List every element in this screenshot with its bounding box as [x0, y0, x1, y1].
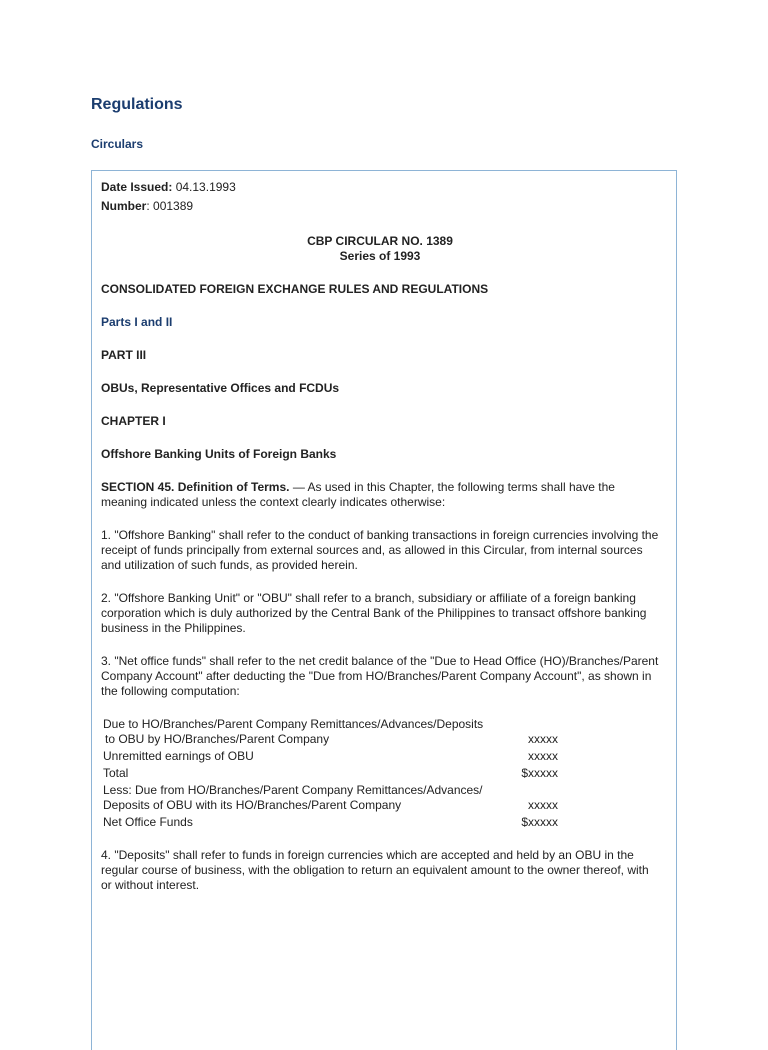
date-issued-row: [101, 180, 659, 199]
computation-row: [103, 764, 558, 781]
document-panel: [91, 170, 677, 1050]
section-45-paragraph: [101, 480, 659, 510]
definition-item: 1. "Offshore Banking" shall refer to the conduct of banking transactions in foreign currencies involving the receipt of funds principally from external sources and, as allowed in this Circular, from internal sources and utilization of such funds, as provided herein.: [101, 528, 659, 572]
net-office-funds-computation: [103, 717, 558, 830]
computation-label: Total: [103, 766, 129, 780]
computation-row: [103, 717, 558, 747]
computation-amount: xxxxx: [528, 749, 558, 763]
circulars-link[interactable]: Circulars: [91, 137, 144, 151]
chapter-title: Offshore Banking Units of Foreign Banks: [101, 447, 337, 461]
parts-i-ii-link[interactable]: Parts I and II: [101, 315, 173, 329]
computation-amount: xxxxx: [528, 732, 558, 746]
computation-row: [103, 747, 558, 764]
computation-label: Unremitted earnings of OBU: [103, 749, 254, 763]
document-body: [101, 180, 659, 893]
date-issued-label: Date Issued:: [101, 180, 173, 194]
definition-item: 3. "Net office funds" shall refer to the net credit balance of the "Due to Head Office (HO)/Branches/Parent Company Account" after deducting the "Due from HO/Branches/Parent Company Account", as shown in the following computation:: [101, 654, 659, 698]
number-label: Number: [101, 199, 147, 213]
definition-item: 4. "Deposits" shall refer to funds in foreign currencies which are accepted and held by an OBU in the regular course of business, with the obligation to return an equivalent amount to the owner thereof, with or without interest.: [101, 848, 649, 892]
document-main-title: CONSOLIDATED FOREIGN EXCHANGE RULES AND REGULATIONS: [101, 282, 489, 296]
circular-number: CBP CIRCULAR NO. 1389: [307, 234, 453, 248]
definition-item: 2. "Offshore Banking Unit" or "OBU" shall refer to a branch, subsidiary or affiliate of a foreign banking corporation which is duly authorized by the Central Bank of the Philippines to transact offshore banking business in the Philippines.: [101, 591, 647, 635]
page-title: Regulations: [91, 96, 183, 113]
part-subtitle: OBUs, Representative Offices and FCDUs: [101, 381, 340, 395]
computation-amount: xxxxx: [528, 798, 558, 812]
section-45-intro: — As used in this Chapter, the following terms shall have the meaning indicated unless the context clearly indicates otherwise:: [101, 480, 615, 509]
computation-label: Net Office Funds: [103, 815, 193, 829]
circular-series: Series of 1993: [339, 249, 421, 263]
chapter-heading: CHAPTER I: [101, 414, 166, 428]
computation-row: [103, 781, 558, 813]
computation-label: Less: Due from HO/Branches/Parent Company Remittances/Advances/ Deposits of OBU with its HO/Branches/Parent Company: [103, 783, 483, 812]
number-row: Number: 001389: [101, 199, 194, 213]
number-value: 001389: [153, 199, 194, 213]
computation-label: Due to HO/Branches/Parent Company Remittances/Advances/Deposits to OBU by HO/Branches/Parent Company: [103, 717, 484, 746]
section-45-heading: SECTION 45. Definition of Terms.: [101, 480, 290, 494]
computation-amount: $xxxxx: [521, 815, 558, 829]
computation-row: [103, 813, 558, 830]
date-issued-value: 04.13.1993: [175, 180, 236, 194]
part-heading: PART III: [101, 348, 147, 362]
computation-amount: $xxxxx: [521, 766, 558, 780]
